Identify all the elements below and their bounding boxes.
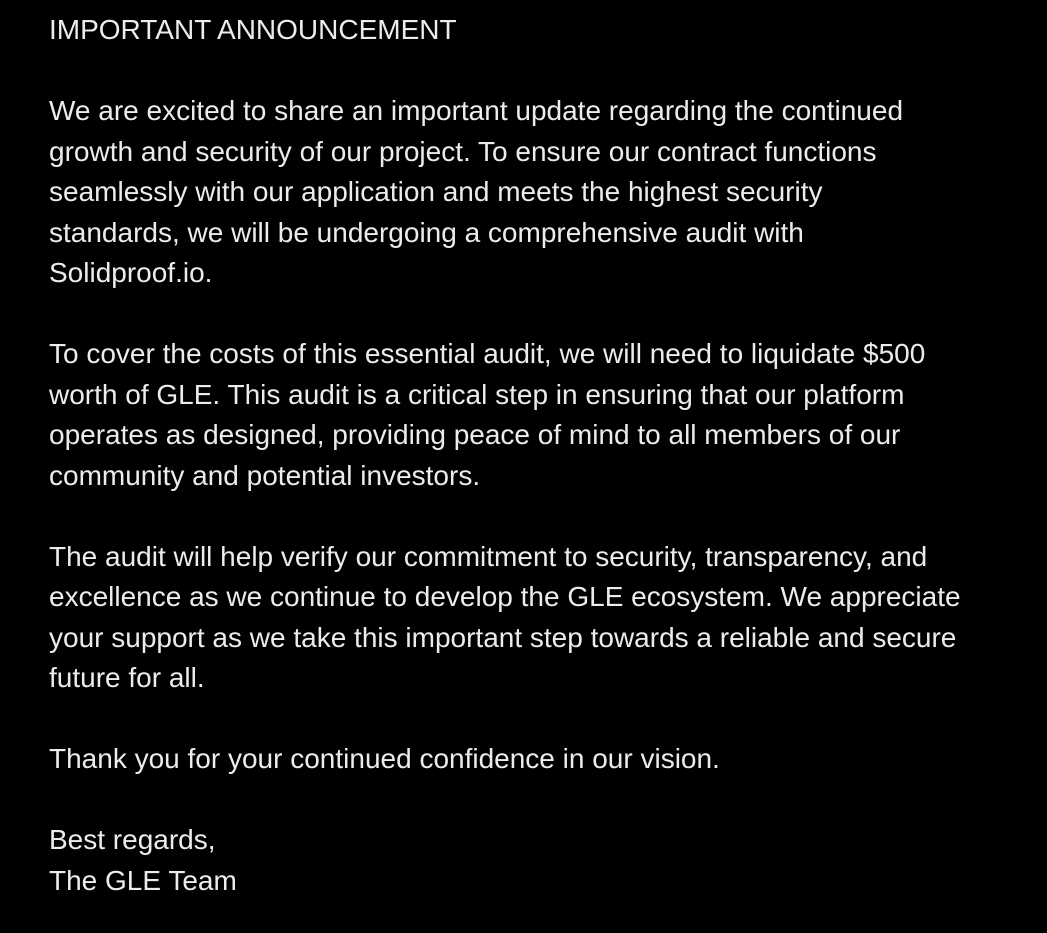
paragraph-1-line: Solidproof.io. [49,257,213,288]
spacer [49,51,1039,92]
spacer [49,496,1039,537]
paragraph-2-line: operates as designed, providing peace of mind to all members of our [49,419,901,450]
signature-line: The GLE Team [49,864,237,896]
spacer [49,294,1039,335]
announcement-heading: IMPORTANT ANNOUNCEMENT [49,14,457,45]
spacer [49,699,1039,740]
paragraph-3-line: your support as we take this important step towards a reliable and secure [49,621,957,653]
paragraph-1-line: seamlessly with our application and meets the highest security [49,176,823,207]
announcement-text [49,10,1039,901]
paragraph-3-line: future for all. [49,662,205,693]
paragraph-2-line: community and potential investors. [49,459,481,491]
paragraph-1-line: We are excited to share an important update regarding the continued [49,95,904,126]
paragraph-3-line: excellence as we continue to develop the GLE ecosystem. We appreciate [49,581,961,612]
spacer [49,780,1039,821]
paragraph-1-line: standards, we will be undergoing a comprehensive audit with [49,216,804,248]
paragraph-2-line: worth of GLE. This audit is a critical step in ensuring that our platform [49,378,905,410]
paragraph-3-line: The audit will help verify our commitment to security, transparency, and [49,540,928,572]
paragraph-2-line: To cover the costs of this essential audit, we will need to liquidate $500 [49,338,926,369]
thanks-line: Thank you for your continued confidence in our vision. [49,743,720,774]
closing-line: Best regards, [49,824,216,855]
paragraph-1-line: growth and security of our project. To ensure our contract functions [49,135,877,167]
